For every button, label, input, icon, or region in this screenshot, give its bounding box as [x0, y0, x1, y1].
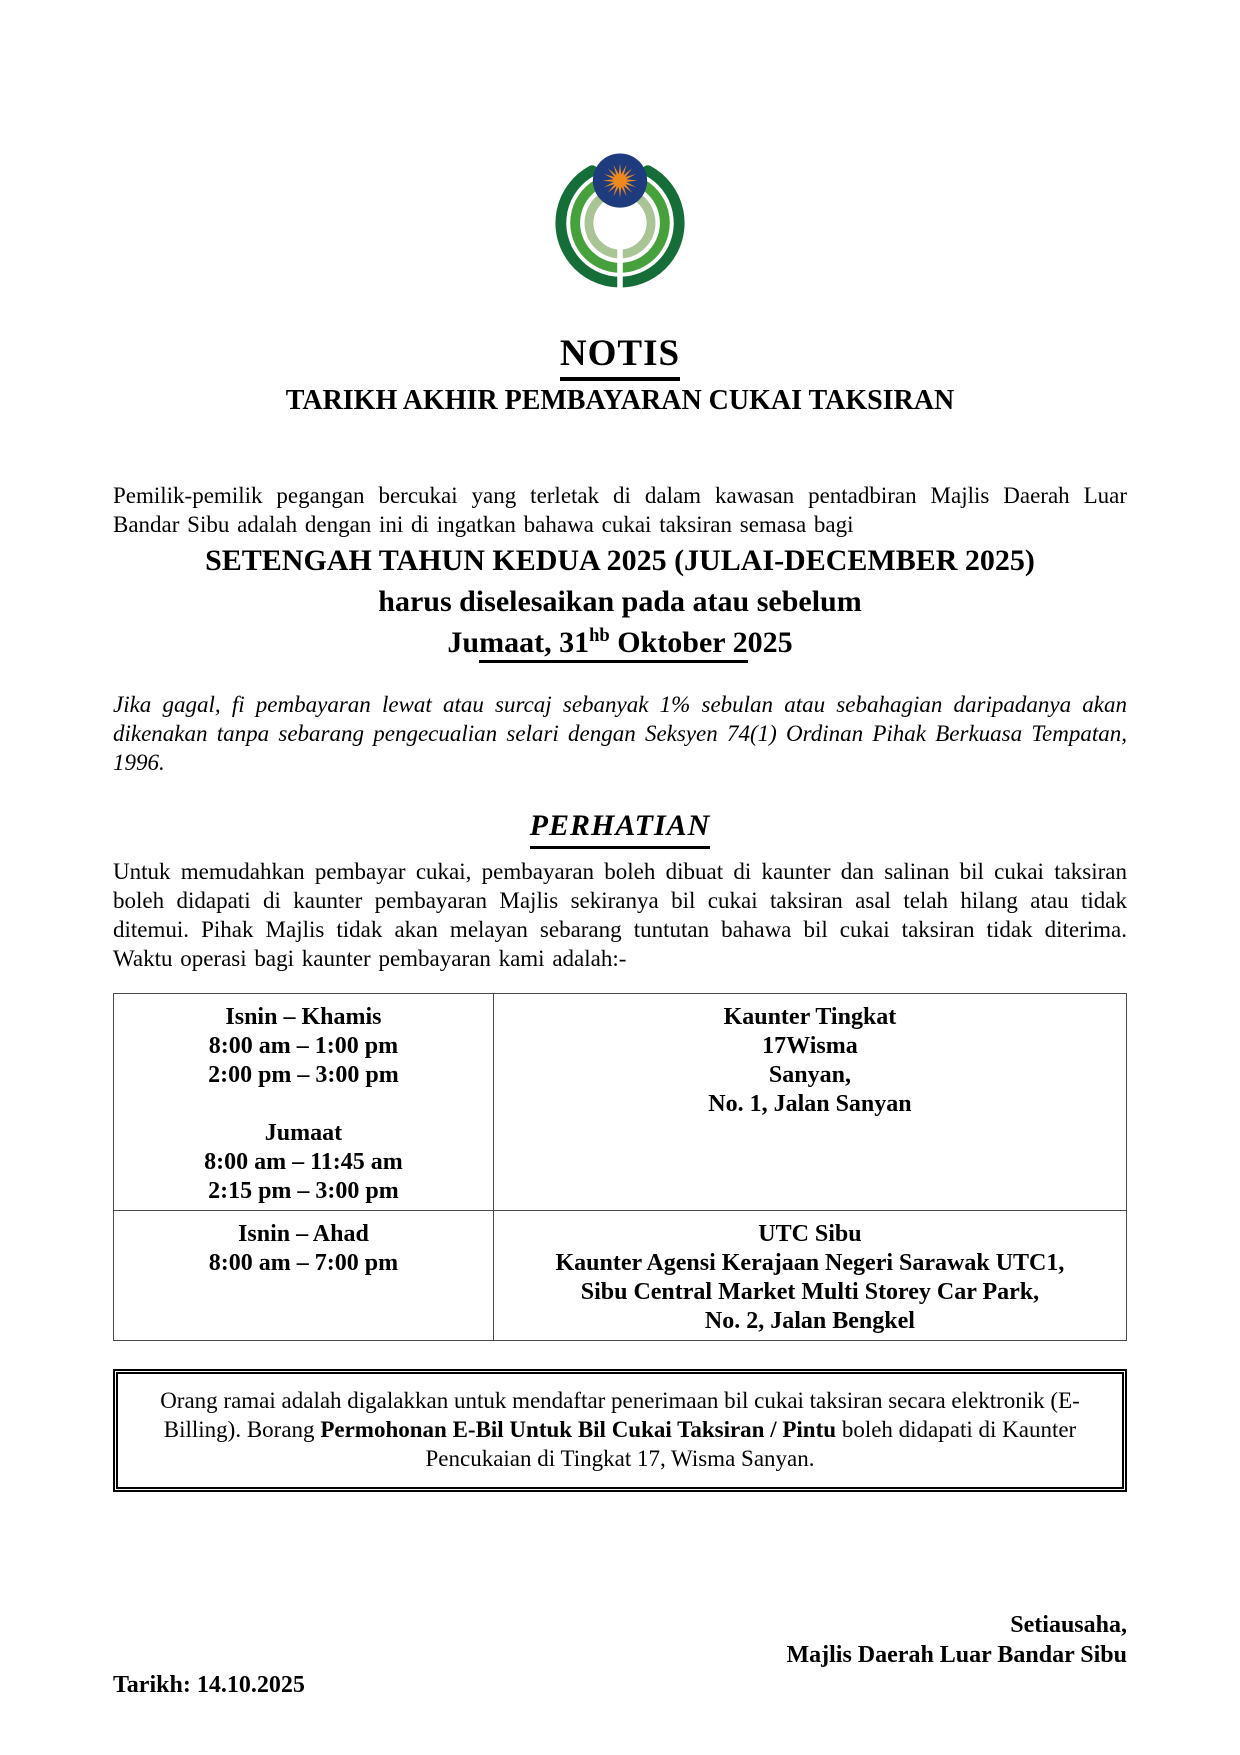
table-row — [114, 1210, 1127, 1340]
date-line: Tarikh: 14.10.2025 — [113, 1671, 305, 1698]
location-cell-main-office: Kaunter Tingkat 17Wisma Sanyan, No. 1, Jalan Sanyan — [493, 993, 1126, 1210]
notice-subtitle: TARIKH AKHIR PEMBAYARAN CUKAI TAKSIRAN — [285, 384, 955, 416]
tax-period-line: SETENGAH TAHUN KEDUA 2025 (JULAI-DECEMBER 2025) — [205, 544, 1035, 578]
deadline-month: Oktober 2 — [609, 626, 748, 660]
council-logo-graphic — [551, 150, 689, 290]
hours-cell-main-office: Isnin – Khamis 8:00 am – 1:00 pm 2:00 pm – 3:00 pm Jumaat 8:00 am – 11:45 am 2:15 pm – 3:00 pm — [114, 993, 494, 1210]
ebilling-notice-box — [113, 1369, 1127, 1492]
signature-block — [113, 1610, 1127, 1670]
notice-title: NOTIS — [560, 334, 680, 381]
deadline-suffix: 025 — [747, 626, 793, 660]
due-line: harus diselesaikan pada atau sebelum — [378, 585, 862, 619]
deadline-line — [113, 624, 1127, 662]
sun-icon — [603, 163, 638, 198]
hours-cell-utc: Isnin – Ahad 8:00 am – 7:00 pm — [114, 1210, 494, 1340]
ebilling-text-pre: Orang ramai adalah digalakkan untuk mendaftar penerimaan bil cukai taksiran secara elektronik (E-Billing). Borang — [160, 1387, 1080, 1442]
logo-divider — [617, 209, 623, 290]
council-logo — [113, 150, 1127, 290]
signature-role: Setiausaha, — [1010, 1611, 1127, 1638]
signature-org: Majlis Daerah Luar Bandar Sibu — [786, 1641, 1127, 1668]
intro-paragraph: Pemilik-pemilik pegangan bercukai yang terletak di dalam kawasan pentadbiran Majlis Daerah Luar Bandar Sibu adalah dengan ini di ingatkan bahawa cukai taksiran semasa bagi — [113, 483, 1127, 538]
deadline-date: maat, 31 — [479, 626, 590, 660]
attention-heading: PERHATIAN — [530, 809, 711, 849]
penalty-paragraph: Jika gagal, fi pembayaran lewat atau surcaj sebanyak 1% sebulan atau sebahagian daripadanya akan dikenakan tanpa sebarang pengecualian selari dengan Seksyen 74(1) Ordinan Pihak Berkuasa Tempatan, 1996. — [113, 692, 1127, 776]
deadline-ordinal-superscript: hb — [589, 625, 610, 647]
ebilling-text-post: boleh didapati di Kaunter Pencukaian di Tingkat 17, Wisma Sanyan. — [425, 1416, 1077, 1471]
deadline-prefix: Ju — [447, 626, 480, 660]
table-row — [114, 993, 1127, 1210]
ebilling-form-name: Permohonan E-Bil Untuk Bil Cukai Taksiran / Pintu — [320, 1416, 837, 1442]
operating-hours-table — [113, 993, 1127, 1341]
deadline-underlined — [479, 626, 747, 663]
location-cell-utc: UTC Sibu Kaunter Agensi Kerajaan Negeri Sarawak UTC1, Sibu Central Market Multi Storey Car Park, No. 2, Jalan Bengkel — [493, 1210, 1126, 1340]
attention-paragraph: Untuk memudahkan pembayar cukai, pembayaran boleh dibuat di kaunter dan salinan bil cukai taksiran boleh didapati di kaunter pembayaran Majlis sekiranya bil cukai taksiran asal telah hilang atau tidak ditemui. Pihak Majlis tidak akan melayan sebarang tuntutan bahawa bil cukai taksiran tidak diterima. Waktu operasi bagi kaunter pembayaran kami adalah:- — [113, 858, 1127, 971]
